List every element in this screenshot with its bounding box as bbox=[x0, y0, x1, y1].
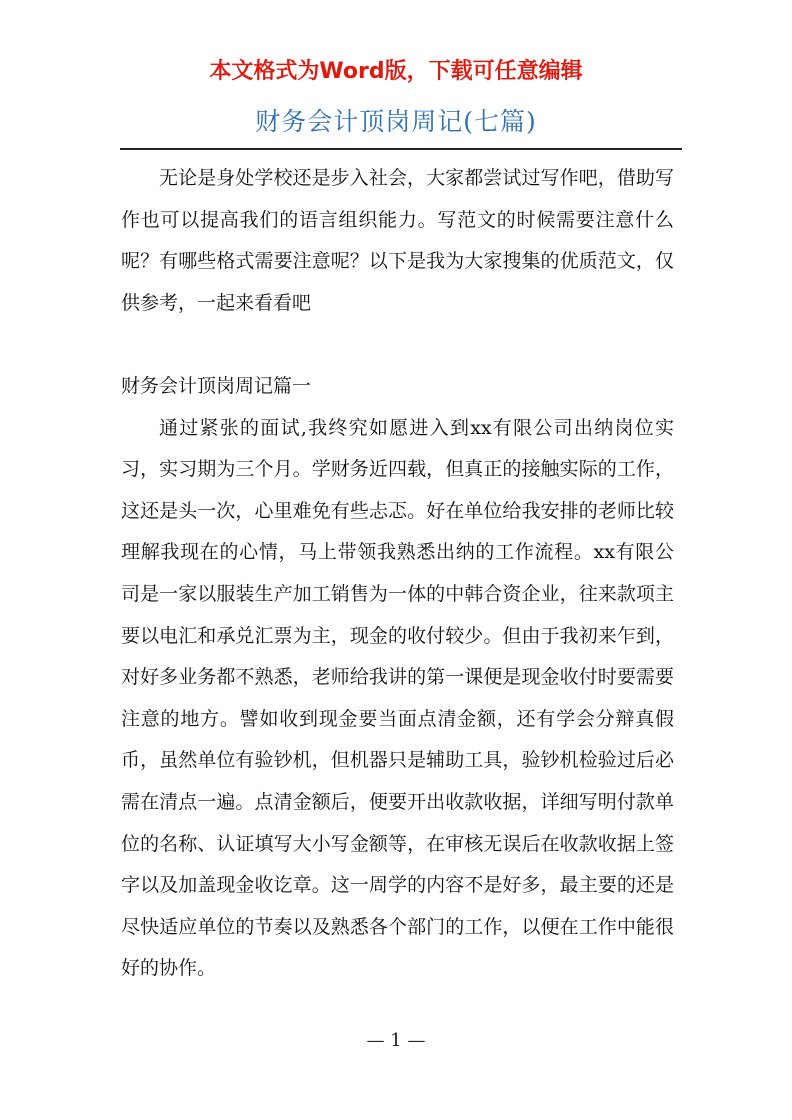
intro-paragraph: 无论是身处学校还是步入社会，大家都尝试过写作吧，借助写作也可以提高我们的语言组织能力。写范文的时候需要注意什么呢？有哪些格式需要注意呢？以下是我为大家搜集的优质范文，仅供参考，一起来看看吧 bbox=[121, 167, 674, 314]
download-banner: 本文格式为Word版，下载可任意编辑 bbox=[209, 59, 583, 84]
document-body bbox=[121, 158, 674, 990]
section-paragraph: 通过紧张的面试,我终究如愿进入到xx有限公司出纳岗位实习，实习期为三个月。学财务近四载，但真正的接触实际的工作，这还是头一次，心里难免有些忐忑。好在单位给我安排的老师比较理解我现在的心情，马上带领我熟悉出纳的工作流程。xx有限公司是一家以服装生产加工销售为一体的中韩合资企业，往来款项主要以电汇和承兑汇票为主，现金的收付较少。但由于我初来乍到，对好多业务都不熟悉，老师给我讲的第一课便是现金收付时要需要注意的地方。譬如收到现金要当面点清金额，还有学会分辩真假币，虽然单位有验钞机，但机器只是辅助工具，验钞机检验过后必需在清点一遍。点清金额后，便要开出收款收据，详细写明付款单位的名称、认证填写大小写金额等，在审核无误后在收款收据上签字以及加盖现金收讫章。这一周学的内容不是好多，最主要的还是尽快适应单位的节奏以及熟悉各个部门的工作，以便在工作中能很好的协作。 bbox=[121, 416, 674, 980]
page-number: — 1 — bbox=[366, 1030, 426, 1051]
paragraph-spacer bbox=[121, 324, 674, 366]
section-heading: 财务会计顶岗周记篇一 bbox=[121, 374, 312, 397]
title-divider bbox=[120, 148, 682, 150]
document-title: 财务会计顶岗周记(七篇) bbox=[255, 107, 537, 136]
